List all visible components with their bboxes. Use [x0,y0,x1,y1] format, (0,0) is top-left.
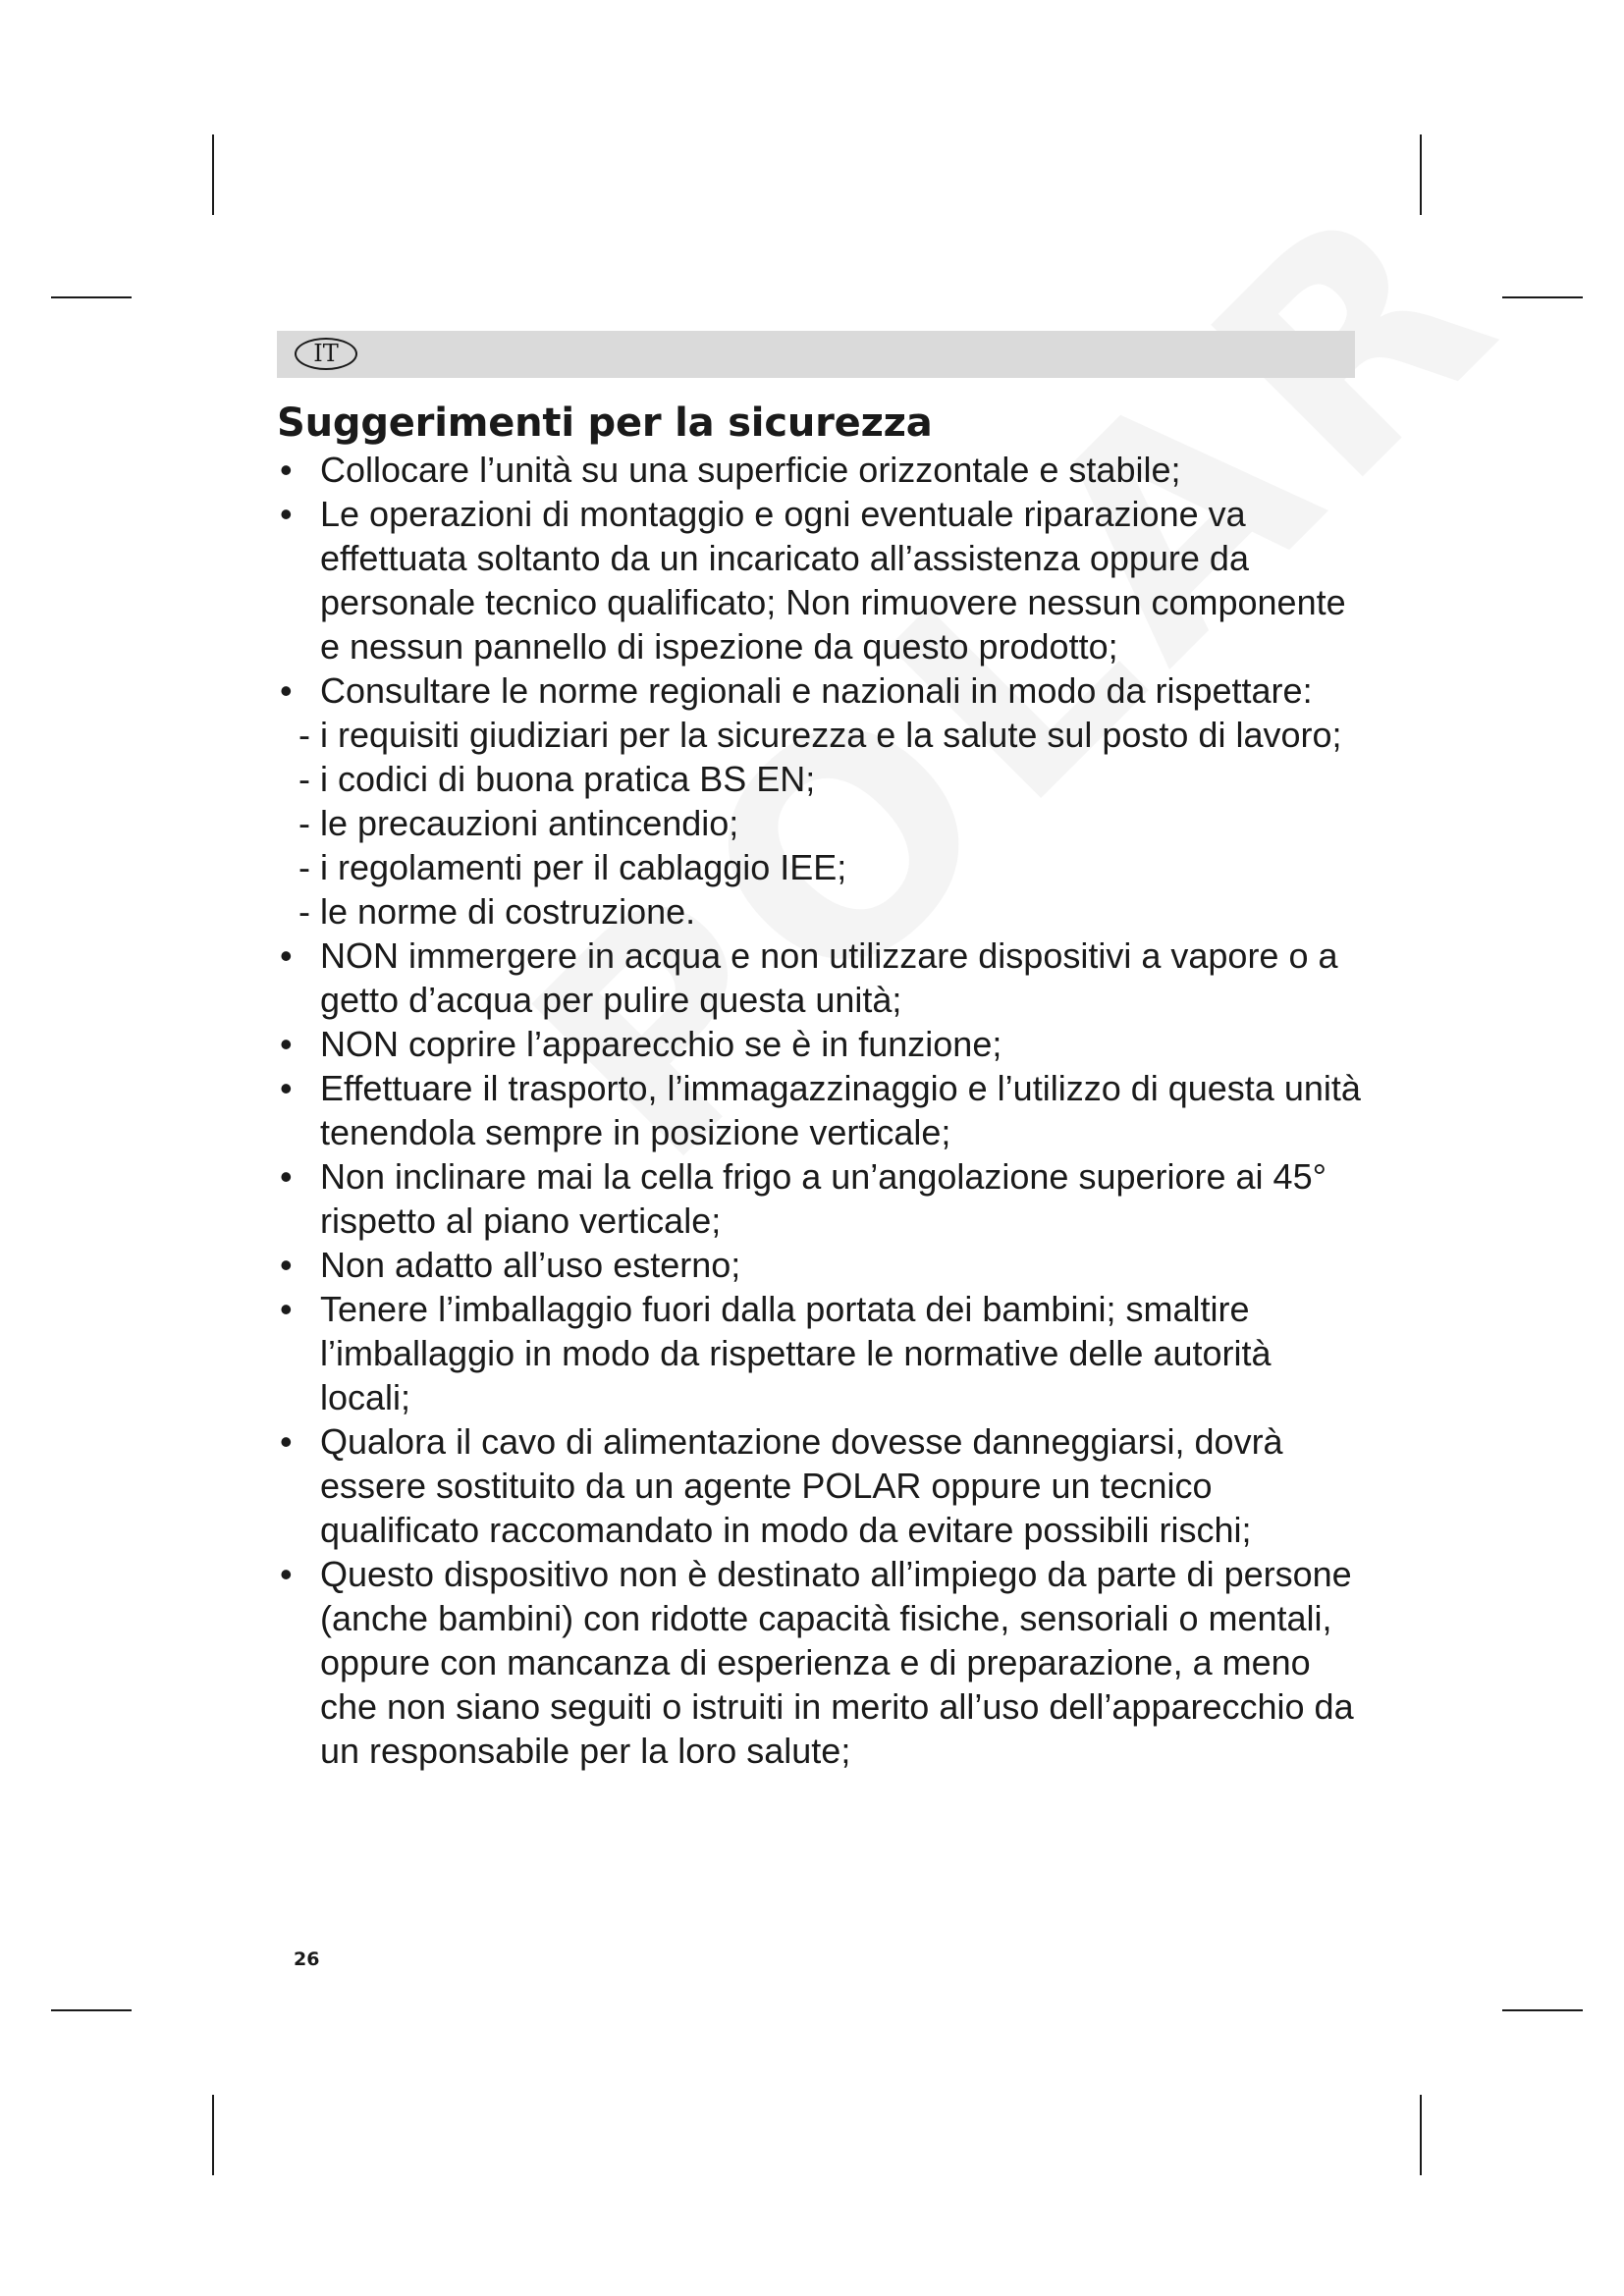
item-text: i regolamenti per il cablaggio IEE; [320,847,847,887]
item-text: Non inclinare mai la cella frigo a un’angolazione superiore ai 45° rispetto al piano verticale; [320,1156,1326,1241]
dash-subitem [277,889,1367,934]
item-text: NON immergere in acqua e non utilizzare dispositivi a vapore o a getto d’acqua per pulire questa unità; [320,935,1338,1020]
dash-subitem [277,845,1367,889]
bullet-item [277,934,1367,1022]
bullet-item [277,1287,1367,1419]
crop-mark-top-right [1420,134,1422,215]
bullet-marker: • [280,1554,293,1594]
dash-marker: - [298,759,310,799]
dash-marker: - [298,847,310,887]
item-text: Effettuare il trasporto, l’immagazzinaggio e l’utilizzo di questa unità tenendola sempre in posizione verticale; [320,1068,1361,1152]
bullet-item [277,1419,1367,1552]
crop-mark-top-left [212,134,214,215]
item-text: i codici di buona pratica BS EN; [320,759,816,799]
item-text: Tenere l’imballaggio fuori dalla portata dei bambini; smaltire l’imballaggio in modo da rispettare le normative delle autorità locali; [320,1289,1272,1417]
bullet-item [277,1154,1367,1243]
crop-mark-right-upper [1502,296,1583,298]
bullet-item [277,668,1367,713]
item-text: le norme di costruzione. [320,891,696,932]
crop-mark-bottom-right [1420,2095,1422,2175]
item-text: Collocare l’unità su una superficie orizzontale e stabile; [320,450,1181,490]
dash-subitem [277,801,1367,845]
bullet-item [277,1022,1367,1066]
crop-mark-left-upper [51,296,132,298]
item-text: Le operazioni di montaggio e ogni eventuale riparazione va effettuata soltanto da un incaricato all’assistenza oppure da personale tecnico qualificato; Non rimuovere nessun componente e nessun pannello di ispezione da questo prodotto; [320,494,1346,667]
bullet-marker: • [280,1421,293,1462]
bullet-item [277,1552,1367,1773]
dash-subitem [277,757,1367,801]
language-header-bar [277,331,1355,378]
bullet-marker: • [280,494,293,534]
bullet-item [277,1243,1367,1287]
bullet-item [277,492,1367,668]
item-text: i requisiti giudiziari per la sicurezza e la salute sul posto di lavoro; [320,715,1342,755]
bullet-marker: • [280,935,293,976]
crop-mark-bottom-left [212,2095,214,2175]
bullet-marker: • [280,670,293,711]
bullet-marker: • [280,1245,293,1285]
bullet-marker: • [280,450,293,490]
item-text: Non adatto all’uso esterno; [320,1245,741,1285]
bullet-item [277,448,1367,492]
bullet-marker: • [280,1024,293,1064]
item-text: Consultare le norme regionali e nazionali in modo da rispettare: [320,670,1313,711]
section-title: Suggerimenti per la sicurezza [277,400,933,446]
item-text: Questo dispositivo non è destinato all’impiego da parte di persone (anche bambini) con ridotte capacità fisiche, sensoriali o mentali, oppure con mancanza di esperienza e di preparazione, a meno che non siano seguiti o istruiti in merito all’uso dell’apparecchio da un responsabile per la loro salute; [320,1554,1354,1771]
bullet-item [277,1066,1367,1154]
crop-mark-left-lower [51,2009,132,2011]
language-badge: IT [295,338,357,370]
dash-marker: - [298,803,310,843]
bullet-marker: • [280,1289,293,1329]
crop-mark-right-lower [1502,2009,1583,2011]
dash-subitem [277,713,1367,757]
item-text: NON coprire l’apparecchio se è in funzione; [320,1024,1002,1064]
safety-list [277,448,1367,1773]
bullet-marker: • [280,1156,293,1197]
item-text: le precauzioni antincendio; [320,803,739,843]
item-text: Qualora il cavo di alimentazione dovesse danneggiarsi, dovrà essere sostituito da un agente POLAR oppure un tecnico qualificato raccomandato in modo da evitare possibili rischi; [320,1421,1283,1550]
dash-marker: - [298,891,310,932]
page-number: 26 [294,1949,320,1970]
bullet-marker: • [280,1068,293,1108]
dash-marker: - [298,715,310,755]
